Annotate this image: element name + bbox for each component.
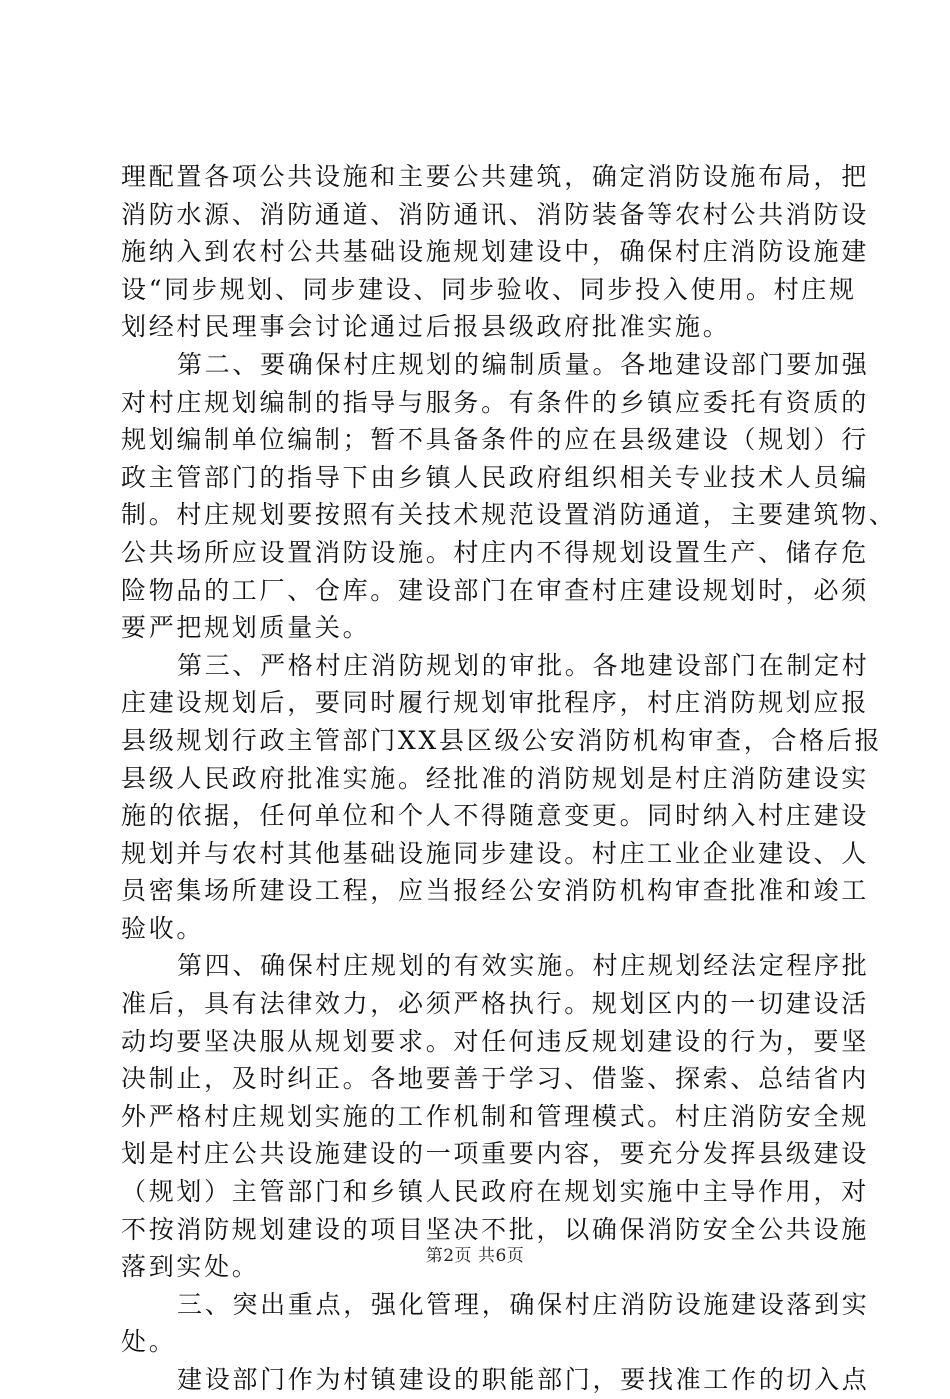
- text-line: 三、突出重点，强化管理，确保村庄消防设施建设落到实: [177, 1289, 870, 1319]
- text-line: 消防水源、消防通道、消防通讯、消防装备等农村公共消防设: [121, 199, 869, 229]
- text-line: 县级规划行政主管部门XX县区级公安消防机构审查，合格后报: [121, 725, 883, 755]
- text-line: 庄建设规划后，要同时履行规划审批程序，村庄消防规划应报: [121, 688, 869, 718]
- text-line: 公共场所应设置消防设施。村庄内不得规划设置生产、储存危: [121, 537, 869, 567]
- text-line: 准后，具有法律效力，必须严格执行。规划区内的一切建设活: [121, 989, 869, 1019]
- text-line: 理配置各项公共设施和主要公共建筑，确定消防设施布局，把: [121, 162, 869, 191]
- text-line: 划是村庄公共设施建设的一项重要内容，要充分发挥县级建设: [121, 1139, 869, 1169]
- text-line: 验收。: [121, 913, 205, 943]
- text-line: 施纳入到农村公共基础设施规划建设中，确保村庄消防设施建: [121, 237, 869, 267]
- text-line: 员密集场所建设工程，应当报经公安消防机构审查批准和竣工: [121, 876, 869, 906]
- text-line: 第二、要确保村庄规划的编制质量。各地建设部门要加强: [177, 349, 870, 379]
- text-line: （规划）主管部门和乡镇人民政府在规划实施中主导作用，对: [121, 1177, 869, 1207]
- text-line: 不按消防规划建设的项目坚决不批，以确保消防安全公共设施: [121, 1214, 869, 1244]
- text-line: 政主管部门的指导下由乡镇人民政府组织相关专业技术人员编: [121, 462, 869, 492]
- text-line: 施的依据，任何单位和个人不得随意变更。同时纳入村庄建设: [121, 801, 869, 831]
- text-line: 规划并与农村其他基础设施同步建设。村庄工业企业建设、人: [121, 838, 869, 868]
- text-line: 要严把规划质量关。: [121, 613, 371, 643]
- text-line: 第四、确保村庄规划的有效实施。村庄规划经法定程序批: [177, 951, 870, 981]
- text-line: 对村庄规划编制的指导与服务。有条件的乡镇应委托有资质的: [121, 387, 869, 417]
- text-line: 决制止，及时纠正。各地要善于学习、借鉴、探索、总结省内: [121, 1064, 869, 1094]
- text-line: 外严格村庄规划实施的工作机制和管理模式。村庄消防安全规: [121, 1101, 869, 1131]
- text-line: 落到实处。: [121, 1252, 260, 1282]
- text-line: 动均要坚决服从规划要求。对任何违反规划建设的行为，要坚: [121, 1026, 869, 1056]
- text-line: 建设部门作为村镇建设的职能部门，要找准工作的切入点: [177, 1365, 870, 1394]
- text-line: 规划编制单位编制；暂不具备条件的应在县级建设（规划）行: [121, 425, 869, 455]
- text-line: 第三、严格村庄消防规划的审批。各地建设部门在制定村: [177, 650, 870, 680]
- text-line: 处。: [121, 1327, 177, 1357]
- text-line: 县级人民政府批准实施。经批准的消防规划是村庄消防建设实: [121, 763, 869, 793]
- text-line: 制。村庄规划要按照有关技术规范设置消防通道，主要建筑物、: [121, 500, 897, 530]
- text-line: 险物品的工厂、仓库。建设部门在审查村庄建设规划时，必须: [121, 575, 869, 605]
- text-line: 划经村民理事会讨论通过后报县级政府批准实施。: [121, 312, 731, 342]
- text-line: 设“同步规划、同步建设、同步验收、同步投入使用。村庄规: [121, 274, 857, 304]
- page-footer: 第2页 共6页: [425, 1246, 525, 1266]
- document-body: [121, 158, 897, 1399]
